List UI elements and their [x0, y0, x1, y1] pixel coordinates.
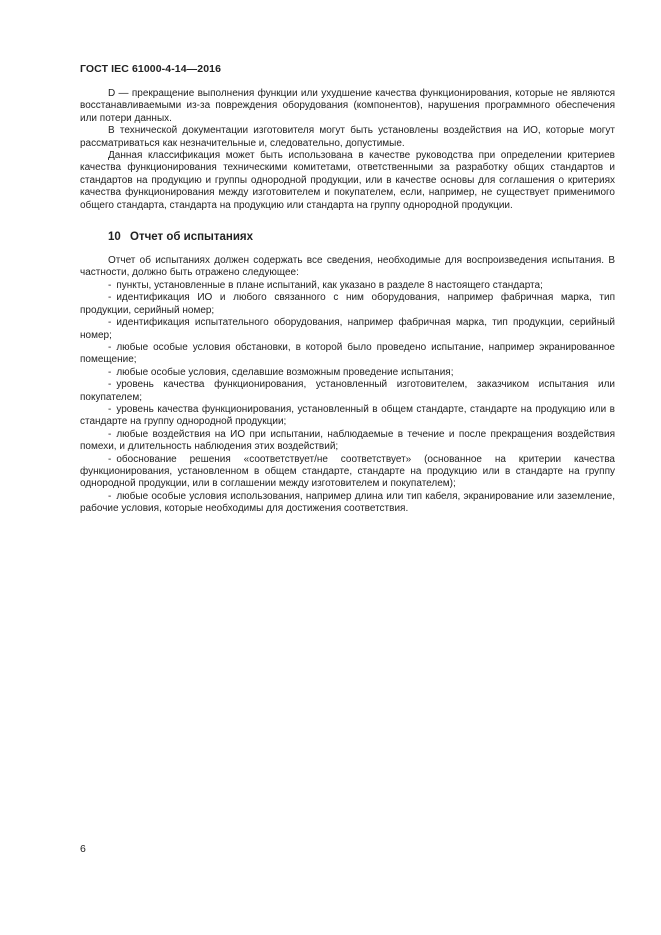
list-item-text: любые особые условия использования, например длина или тип кабеля, экранирование или заземление, рабочие условия, которые необходимы для достижения соответствия.: [80, 490, 615, 515]
section-heading: [108, 230, 615, 244]
list-item-text: любые особые условия, сделавшие возможным проведение испытания;: [116, 366, 454, 378]
dash-bullet: -: [108, 279, 112, 291]
list-item: [80, 280, 615, 292]
list-item-text: любые особые условия обстановки, в которой было проведено испытание, например экранированное помещение;: [80, 341, 615, 366]
dash-bullet: -: [108, 341, 112, 353]
dash-bullet: -: [108, 428, 112, 440]
paragraph-technical-documentation: В технической документации изготовителя могут быть установлены воздействия на ИО, которые могут рассматриваться как незначительные и, следовательно, допустимые.: [80, 125, 615, 149]
list-item: [80, 429, 615, 454]
document-header: ГОСТ IEC 61000-4-14—2016: [80, 63, 222, 75]
section-title: Отчет об испытаниях: [130, 231, 254, 244]
list-item: [80, 342, 615, 367]
list-item: [80, 292, 615, 317]
list-item: [80, 404, 615, 429]
list-item-text: любые воздействия на ИО при испытании, наблюдаемые в течение и после прекращения воздействия помехи, и длительность наблюдения этих воздействий;: [80, 428, 615, 453]
page-number: 6: [80, 843, 86, 855]
list-item-text: уровень качества функционирования, установленный в общем стандарте, стандарте на продукцию или в стандарте на группу однородной продукции;: [80, 403, 615, 428]
list-item: [80, 317, 615, 342]
document-body: [80, 88, 615, 516]
section-number: 10: [108, 231, 121, 244]
list-item: [80, 454, 615, 491]
paragraph-criterion-d: D — прекращение выполнения функции или ухудшение качества функционирования, которые не являются восстанавливаемыми из-за повреждения оборудования (компонентов), нарушения программного обеспечения или потери данных.: [80, 88, 615, 124]
report-items-list: [80, 280, 615, 516]
list-item-text: уровень качества функционирования, установленный изготовителем, заказчиком испытания или покупателем;: [80, 379, 615, 403]
section-lead-paragraph: Отчет об испытаниях должен содержать все сведения, необходимые для воспроизведения испытания. В частности, должно быть отражено следующее:: [80, 255, 615, 279]
list-item: [80, 379, 615, 404]
dash-bullet: -: [108, 379, 112, 391]
dash-bullet: -: [108, 403, 112, 415]
list-item-text: обоснование решения «соответствует/не соответствует» (основанное на критерии качества функционирования, установленном в общем стандарте, стандарте на продукцию или в стандарте на группу однородной продукции, или в соглашении между изготовителем и покупателем);: [80, 453, 615, 490]
list-item-text: пункты, установленные в плане испытаний, как указано в разделе 8 настоящего стандарта;: [116, 279, 543, 291]
dash-bullet: -: [108, 490, 112, 502]
list-item: [80, 367, 615, 379]
dash-bullet: -: [108, 292, 112, 304]
list-item: [80, 491, 615, 516]
paragraph-classification: Данная классификация может быть использована в качестве руководства при определении критериев качества функционирования техническими комитетами, ответственными за разработку общих стандартов и стандартов на продукцию и группы однородной продукции, или в качестве основы для соглашения о критериях качества функционирования между изготовителем и покупателем, если, например, не существует применимого общего стандарта, стандарта на продукцию или стандарта на группу однородной продукции.: [80, 150, 615, 211]
list-item-text: идентификация испытательного оборудования, например фабричная марка, тип продукции, серийный номер;: [80, 317, 615, 341]
dash-bullet: -: [108, 317, 112, 329]
list-item-text: идентификация ИО и любого связанного с ним оборудования, например фабричная марка, тип продукции, серийный номер;: [80, 292, 615, 316]
dash-bullet: -: [108, 366, 112, 378]
dash-bullet: -: [108, 453, 112, 465]
